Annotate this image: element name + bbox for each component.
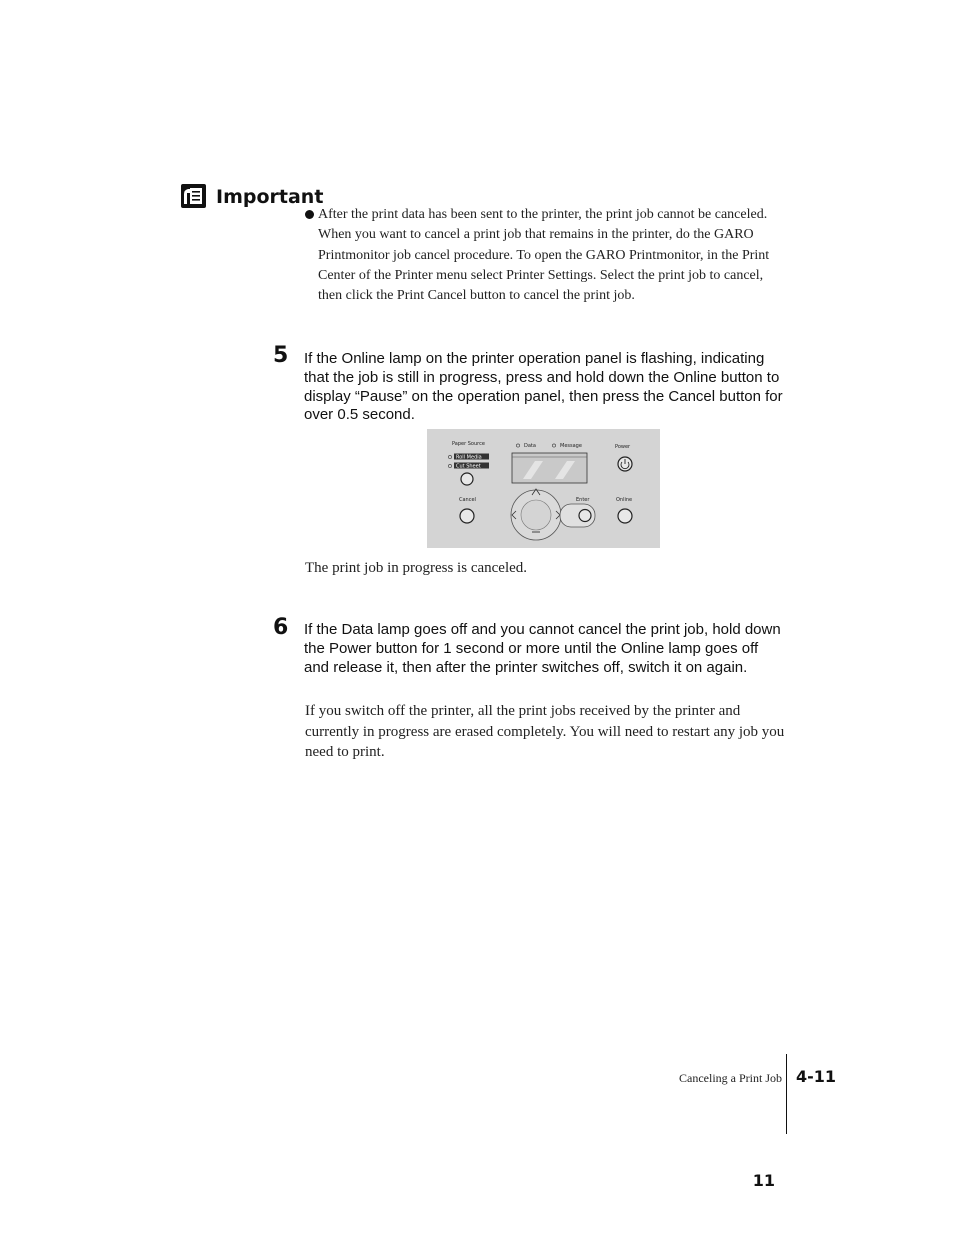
- panel-label-roll-media: Roll Media: [456, 454, 482, 461]
- paper-source-button-icon: [461, 473, 473, 485]
- operation-panel-figure: [427, 429, 660, 548]
- panel-label-data: Data: [524, 443, 536, 449]
- panel-label-paper-source: Paper Source: [452, 441, 485, 447]
- important-text: After the print data has been sent to the printer, the print job cannot be canceled. When you want to cancel a print job that remains in the printer, do the GARO Printmonitor job cancel procedure. To open the GARO Printmonitor, in the Print Center of the Printer menu select Printer Settings. Select the print job to cancel, then click the Print Cancel button to cancel the print job.: [318, 207, 770, 304]
- bullet-icon: [305, 210, 314, 219]
- panel-label-message: Message: [560, 443, 582, 449]
- lcd-display-icon: [512, 453, 587, 483]
- important-heading: Important: [216, 186, 324, 208]
- panel-label-power: Power: [615, 444, 631, 450]
- cancel-button-icon: [460, 509, 474, 523]
- footer-page-ref: 4-11: [796, 1067, 837, 1086]
- roll-media-lamp-icon: [448, 455, 451, 458]
- message-lamp-icon: [552, 444, 555, 447]
- footer-section-title: Canceling a Print Job: [679, 1071, 782, 1085]
- step-5-instruction: If the Online lamp on the printer operation panel is flashing, indicating that the job is still in progress, press and hold down the Online button to display “Pause” on the operation panel, then press the Cancel button for over 0.5 second.: [304, 350, 783, 424]
- step-6-result: If you switch off the printer, all the print jobs received by the printer and currently in progress are erased completely. You will need to restart any job you need to print.: [305, 703, 785, 761]
- page-number: 11: [752, 1171, 775, 1190]
- panel-label-cancel: Cancel: [459, 497, 476, 503]
- cut-sheet-lamp-icon: [448, 464, 451, 467]
- data-lamp-icon: [516, 444, 519, 447]
- footer-divider: [786, 1054, 787, 1134]
- online-button-icon: [618, 509, 632, 523]
- step-5-result: The print job in progress is canceled.: [305, 560, 528, 576]
- panel-label-online: Online: [616, 497, 633, 503]
- important-notepad-icon: [181, 184, 206, 208]
- panel-label-enter: Enter: [576, 497, 590, 503]
- step-6-instruction: If the Data lamp goes off and you cannot cancel the print job, hold down the Power button for 1 second or more until the Online lamp goes off and release it, then after the printer switches off, switch it on again.: [304, 621, 781, 676]
- step-6-number: 6: [273, 615, 289, 640]
- step-5-number: 5: [273, 343, 289, 368]
- enter-button-icon: [579, 510, 591, 522]
- panel-label-cut-sheet: Cut Sheet: [456, 463, 481, 470]
